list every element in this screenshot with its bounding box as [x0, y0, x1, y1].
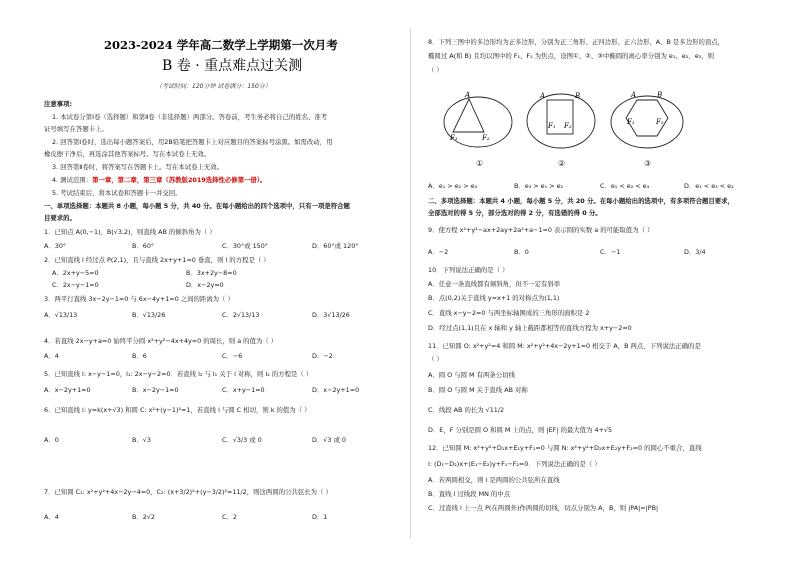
point-label: A: [540, 92, 546, 100]
point-label: F₁: [548, 122, 556, 130]
question-9: 9．使方程 x²+y²−ax+2ay+2a²+a−1=0 表示圆的实数 a 的可能取值为（ ）: [428, 226, 654, 234]
question-11: 11．已知圆 O: x²+y²=4 和圆 M: x²+y²+4x−2y+1=0 相交于 A，B 两点，下列说法正确的是: [428, 342, 701, 350]
option-d: D．E，F 分别是圆 O 和圆 M 上的点，则 |EF| 的最大值为 4+√5: [428, 426, 613, 434]
note-scope-label: 4. 测试范围：: [52, 176, 93, 184]
right-column: [412, 0, 794, 562]
note-line: 3. 回答第Ⅱ卷时，将答案写在答题卡上。写在本试卷上无效。: [52, 163, 224, 171]
option-d: D．−2: [312, 352, 333, 360]
option-a: A．0: [44, 436, 59, 444]
note-line: 橡皮擦干净后，再选涂其他答案标号。写在本试卷上无效。: [44, 150, 211, 158]
option-a: A．4: [44, 513, 59, 521]
exam-subtitle: B 卷 · 重点难点过关测: [162, 58, 303, 74]
option-b: B．点(0,2)关于直线 y=x+1 的对称点为(1,1): [428, 294, 560, 302]
option-d: D．1: [312, 513, 328, 521]
point-label: A: [631, 91, 637, 99]
option-c: C．30°或 150°: [222, 242, 268, 250]
notes-heading: 注意事项:: [44, 100, 73, 108]
option-a: A．√13/13: [44, 311, 78, 319]
option-a: A．任意一条直线都有倾斜角，但不一定有斜率: [428, 280, 561, 288]
note-line: [52, 176, 266, 184]
question-7: 7．已知圆 C₁: x²+y²+4x−2y−4=0，C₂: (x+3/2)²+(y−3/2)²=11/2，则这两圆的公共弦长为（ ）: [44, 488, 332, 496]
question-11-paren: （ ）: [428, 355, 443, 363]
option-d: D．经过点(1,1)且在 x 轴和 y 轴上截距都相等的直线方程为 x+y−2=0: [428, 324, 632, 332]
question-8-cont: 椭圆过 A(和 B) 且均以图中的 F₁、F₂ 为焦点，设图①、②、③中椭圆的离心率分别为 e₁、e₂、e₃，则: [428, 52, 714, 60]
figure-label-1: ①: [476, 159, 484, 168]
question-1: 1．已知点 A(0,−1)，B(√3,2)，则直线 AB 的倾斜角为（ ）: [44, 228, 216, 236]
question-5: 5．已知直线 l: x−y−1=0，l₁: 2x−y−2=0．若直线 l₂ 与 l₁ 关于 l 对称，则 l₂ 的方程是（ ）: [44, 370, 313, 378]
point-label: F₂: [656, 118, 664, 126]
note-line: 5. 考试结束后，将本试卷和答题卡一并交回。: [52, 189, 182, 197]
option-c: C．2x−y−1=0: [52, 281, 99, 289]
point-label: F₁: [450, 134, 458, 142]
option-d: D．60°或 120°: [312, 242, 359, 250]
option-b: B．e₃ > e₁ > e₂: [514, 182, 564, 190]
option-c: C．−1: [600, 248, 621, 256]
note-scope-red: 第一章，第二章，第三章（苏教版2019选择性必修第一册）。: [92, 176, 267, 184]
option-a: A．2x+y−5=0: [52, 269, 99, 277]
figure-3-hexagon-ellipse: [608, 88, 686, 152]
option-b: B．2√2: [132, 513, 155, 521]
point-label: A: [465, 91, 471, 99]
option-b: B．0: [514, 248, 529, 256]
section2-heading-cont: 全部选对的得 5 分，部分选对的得 2 分，有选错的得 0 分。: [428, 209, 602, 217]
option-b: B．直线 l 过线段 MN 的中点: [428, 490, 511, 498]
question-2: 2．已知直线 l 经过点 P(2,1)，且与直线 2x+y+1=0 垂直，则 l 的方程是（ ）: [44, 256, 270, 264]
exam-meta: （考试时间：120分钟 试卷满分：150分）: [156, 83, 271, 90]
option-c: C．2: [222, 513, 237, 521]
option-d: D．√3 或 0: [312, 436, 346, 444]
option-b: B．x−2y−1=0: [132, 386, 179, 394]
option-a: A．4: [44, 352, 59, 360]
option-b: B．60°: [132, 242, 155, 250]
question-10: 10．下列说法正确的是（ ）: [428, 266, 509, 274]
option-d: D．3√13/26: [312, 311, 350, 319]
option-c: C．直线 x−y−2=0 与两坐标轴围成的三角形的面积是 2: [428, 309, 590, 317]
option-c: C．−6: [222, 352, 243, 360]
question-12: 12．已知圆 M: x²+y²+D₁x+E₁y+F₁=0 与圆 N: x²+y²+D₂x+E₂y+F₂=0 的圆心不重合，直线: [428, 444, 702, 452]
note-line: 1. 本试卷分第Ⅰ卷（选择题）和第Ⅱ卷（非选择题）两部分。答卷前，考生务必将自己的姓名、准考: [52, 113, 328, 121]
note-line: 证号填写在答题卡上。: [44, 125, 108, 133]
option-b: B．6: [132, 352, 147, 360]
option-b: B．3x+2y−8=0: [186, 269, 237, 277]
option-b: B．圆 O 与圆 M 关于直线 AB 对称: [428, 386, 528, 394]
note-line: 2. 回答第Ⅰ卷时，选出每小题答案后，用2B铅笔把答题卡上对应题目的答案标号涂黑。如需改动，用: [52, 138, 333, 146]
option-d: D．3/4: [684, 248, 706, 256]
option-b: B．√3: [132, 436, 151, 444]
question-8-paren: （ ）: [428, 66, 443, 74]
question-12-cont: l: (D₁−D₂)x+(E₁−E₂)y+F₁−F₂=0．下列说法正确的是（ ）: [428, 460, 601, 468]
figure-label-3: ③: [644, 159, 652, 168]
section2-heading: 二、多项选择题：本题共 4 小题，每小题 5 分，共 20 分。在每小题给出的选项中，有多项符合题目要求，: [428, 197, 734, 205]
option-c: C．线段 AB 的长为 √11/2: [428, 406, 505, 414]
option-c: C．过直线 l 上一点 P(在两圆外)作两圆的切线，切点分别为 A，B，则 |PA|=|PB|: [428, 504, 659, 512]
question-8: 8．下列三图中的多边形均为正多边形，分别为正三角形、正四边形、正六边形，A、B 是多边形的顶点，: [428, 38, 725, 46]
point-label: B: [575, 92, 581, 100]
question-6: 6．已知直线 l: y=k(x+√3) 和圆 C: x²+(y−1)²=1，若直线 l 与圆 C 相切，则 k 的值为（ ）: [44, 406, 311, 414]
option-c: C．2√13/13: [222, 311, 260, 319]
option-a: A．圆 O 与圆 M 有两条公切线: [428, 371, 515, 379]
option-c: C．e₁ < e₂ < e₃: [600, 182, 650, 190]
option-a: A．30°: [44, 242, 67, 250]
point-label: F₂: [482, 134, 490, 142]
column-divider: [410, 28, 411, 538]
option-c: C．x+y−1=0: [222, 386, 265, 394]
question-4: 4．若直线 2x−y+a=0 始终平分圆 x²+y²−4x+4y=0 的周长，则 a 的值为（ ）: [44, 337, 278, 345]
option-d: D．x−2y+1=0: [312, 386, 360, 394]
figure-label-2: ②: [558, 159, 566, 168]
option-a: A．e₁ > e₂ > e₃: [428, 182, 478, 190]
question-3: 3．两平行直线 3x−2y−1=0 与 6x−4y+1=0 之间的距离为（ ）: [44, 295, 234, 303]
option-c: C．√3/3 或 0: [222, 436, 262, 444]
section1-heading-cont: 目要求的。: [44, 214, 76, 222]
option-b: B．√13/26: [132, 311, 166, 319]
point-label: F₁: [627, 118, 635, 126]
option-d: D．x−2y=0: [186, 281, 224, 289]
point-label: F₂: [564, 122, 572, 130]
figure-2-square-ellipse: [524, 88, 598, 150]
exam-title: 2023-2024 学年高二数学上学期第一次月考: [104, 38, 338, 52]
section1-heading: 一、单项选择题：本题共 8 小题，每小题 5 分，共 40 分。在每小题给出的四个选项中，只有一项是符合题: [44, 202, 350, 210]
figure-1-triangle-ellipse: [442, 88, 514, 150]
option-a: A．−2: [428, 248, 449, 256]
point-label: B: [657, 91, 663, 99]
option-a: A．x−2y+1=0: [44, 386, 91, 394]
option-d: D．e₁ < e₃ < e₂: [684, 182, 734, 190]
option-a: A．若两圆相交，则 l 是两圆的公共弦所在直线: [428, 476, 560, 484]
